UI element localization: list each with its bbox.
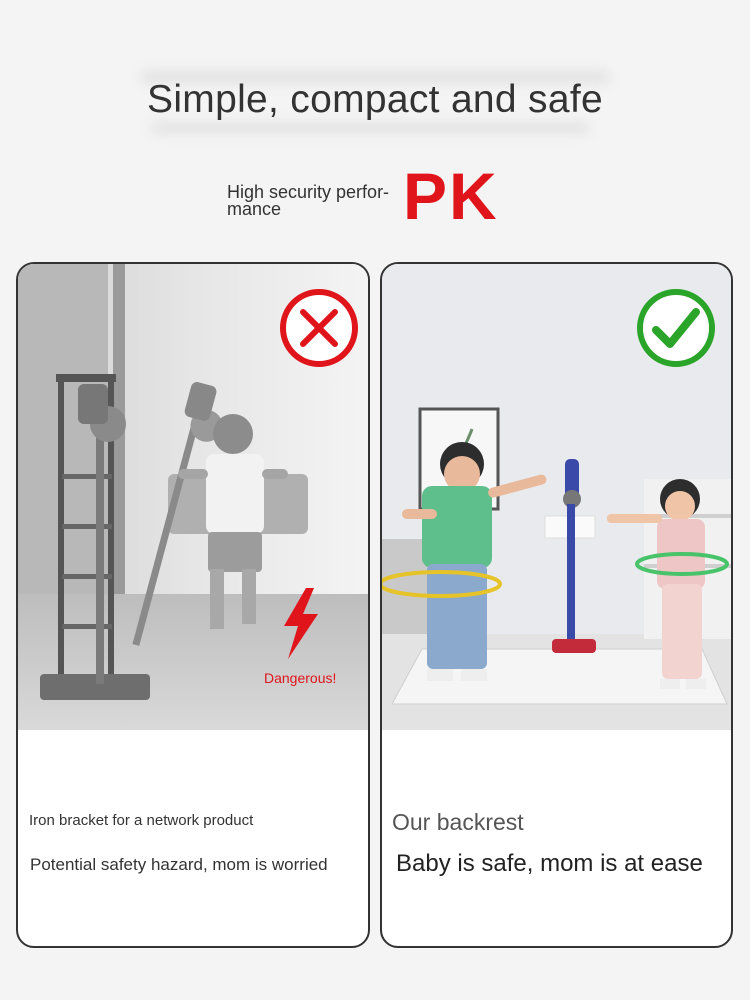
comparison-card-competitor — [16, 262, 370, 948]
headline-smudge-bottom — [150, 122, 590, 134]
our-product-description: Baby is safe, mom is at ease — [396, 850, 703, 877]
subtitle: High security perfor- mance — [227, 182, 390, 219]
our-product-title: Our backrest — [392, 809, 524, 835]
warning-label: Dangerous! — [264, 670, 337, 686]
pk-label: PK — [403, 159, 499, 233]
comparison-card-ours — [380, 262, 733, 948]
page-title: Simple, compact and safe — [147, 78, 603, 121]
product-caption: Iron bracket for a network product — [29, 812, 254, 829]
competitor-description: Potential safety hazard, mom is worried — [30, 855, 328, 874]
check-icon — [634, 286, 718, 370]
cross-icon — [277, 286, 361, 370]
lightning-icon — [276, 586, 326, 661]
